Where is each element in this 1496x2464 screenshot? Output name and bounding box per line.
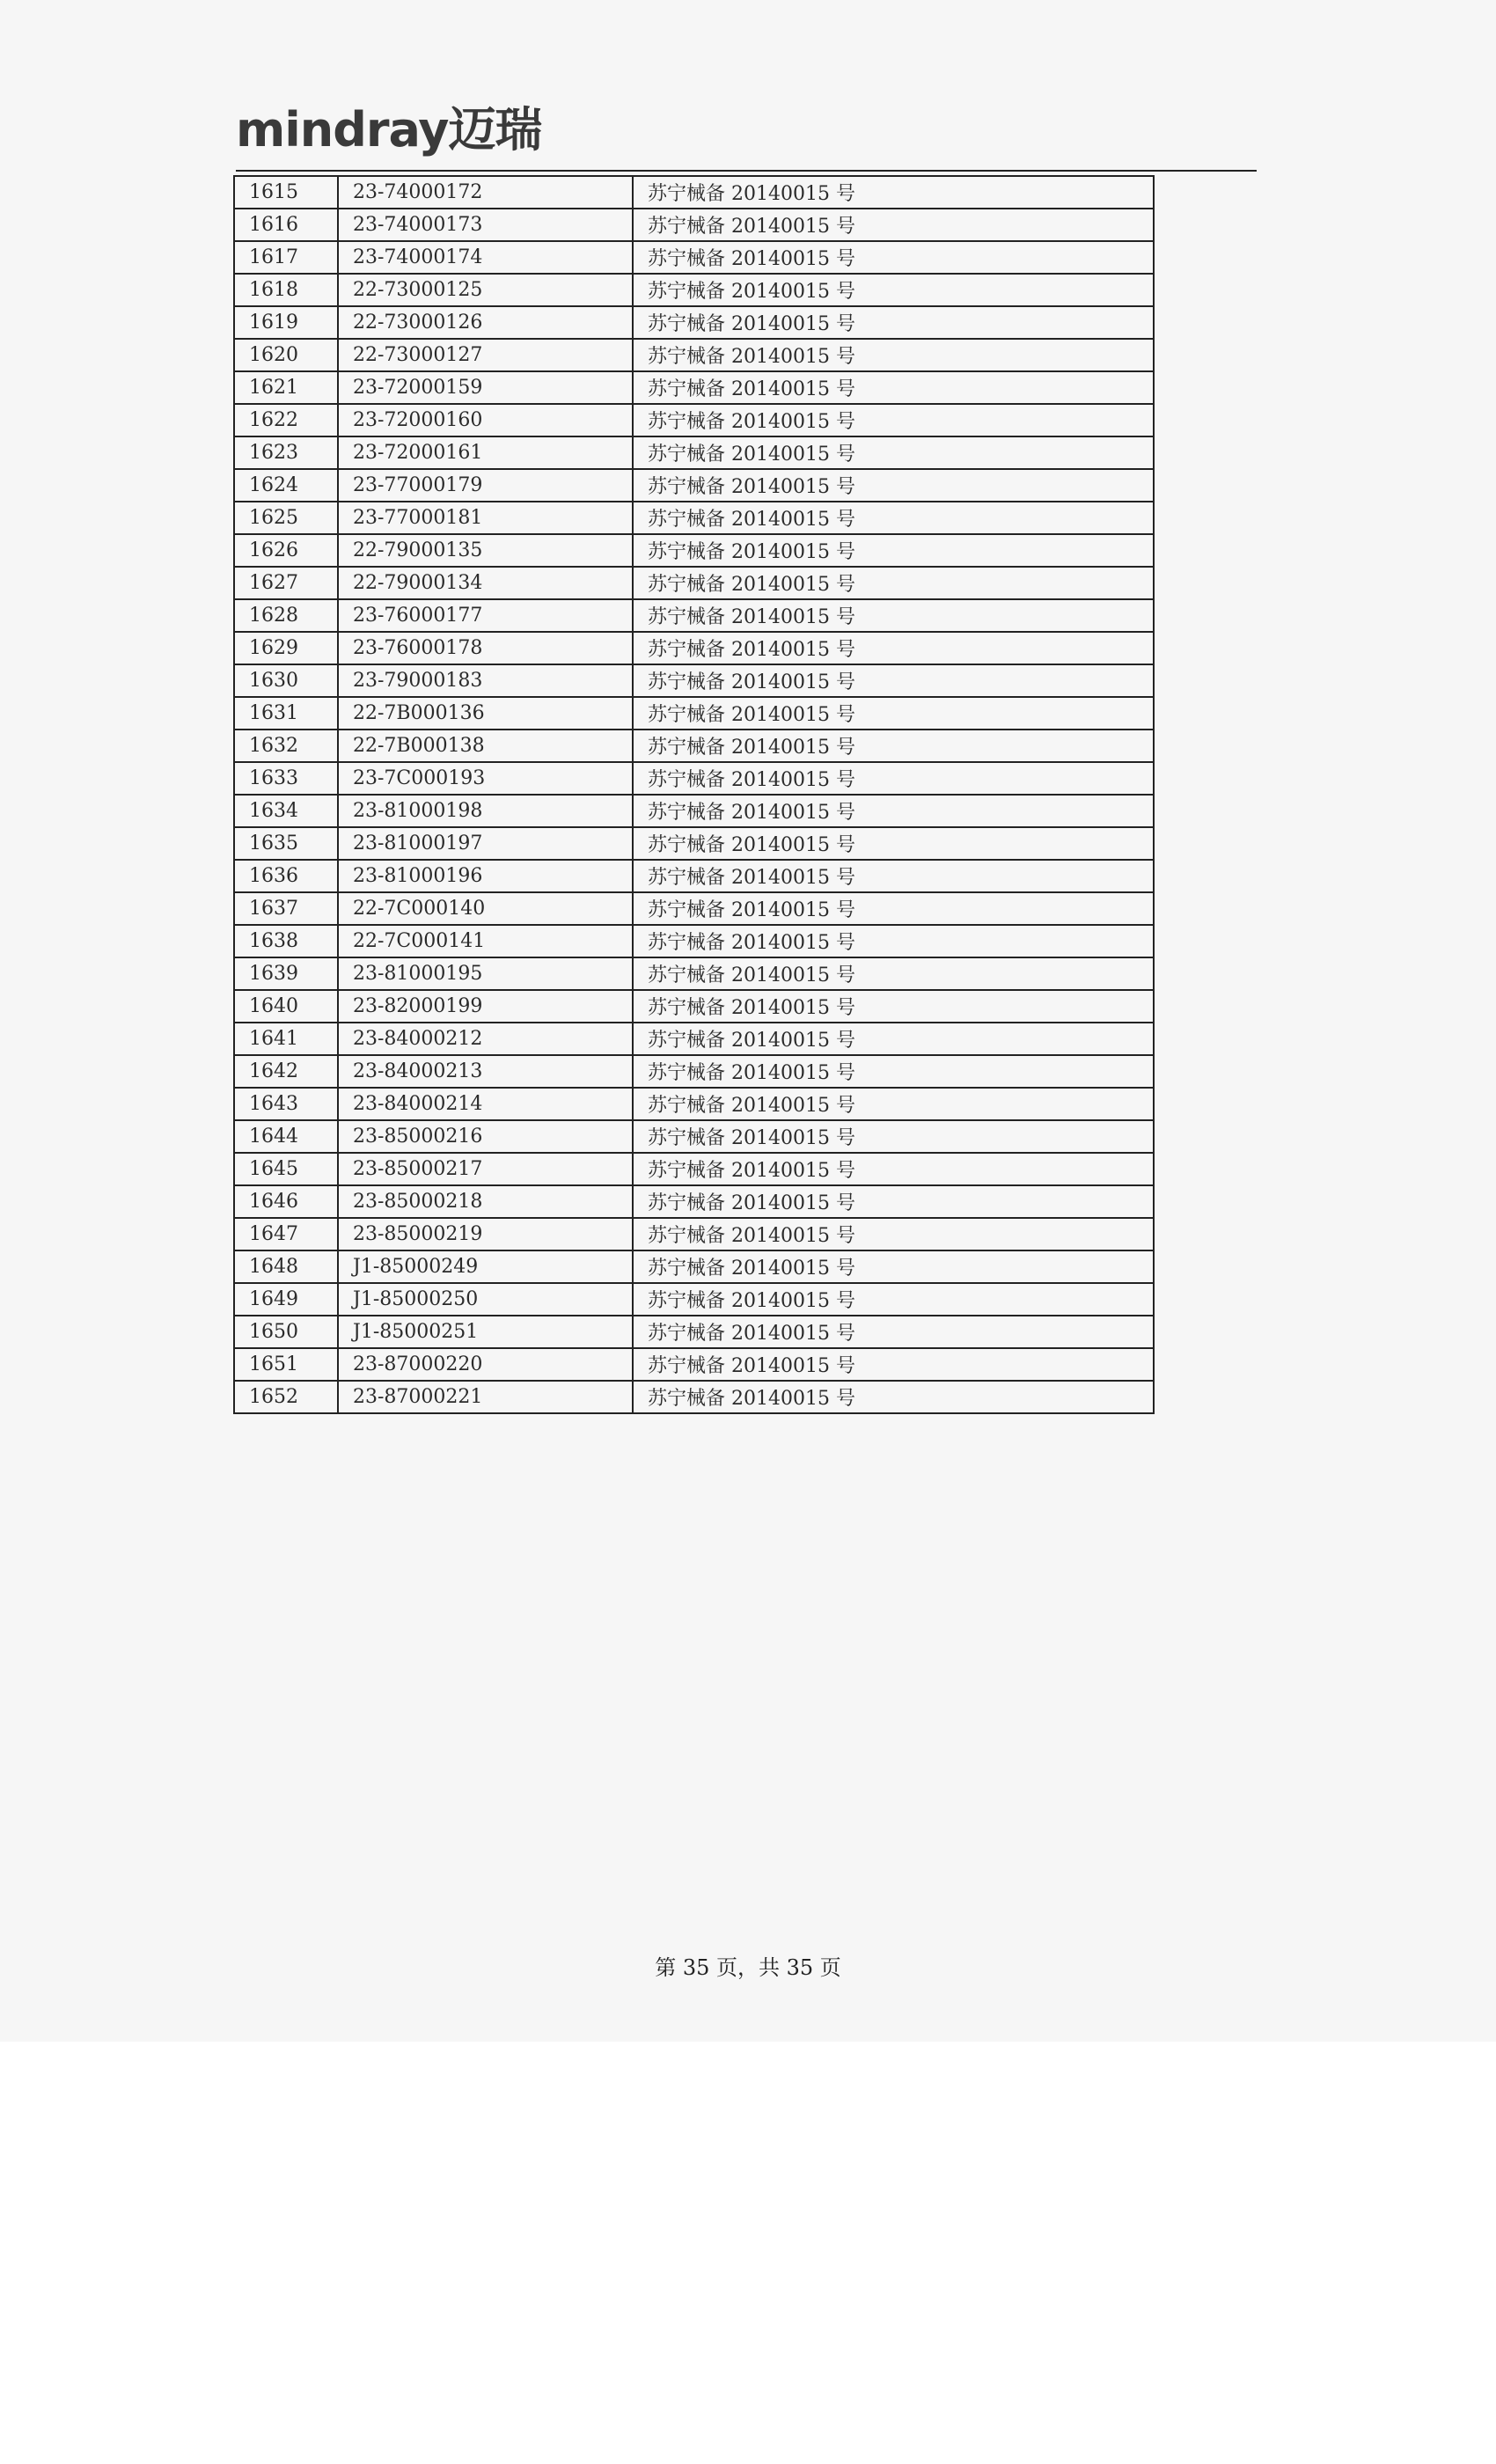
table-row [234, 892, 1154, 925]
table-body [234, 176, 1154, 1413]
row-number-cell: 1647 [234, 1218, 338, 1250]
serial-number-cell: 22-73000126 [338, 306, 633, 339]
row-number-cell: 1649 [234, 1283, 338, 1316]
registration-cell: 苏宁械备 20140015 号 [633, 860, 1154, 892]
serial-number-cell: 23-81000196 [338, 860, 633, 892]
serial-number-cell: 23-74000174 [338, 241, 633, 274]
serial-number-cell: 23-85000219 [338, 1218, 633, 1250]
table-row [234, 371, 1154, 404]
registration-cell: 苏宁械备 20140015 号 [633, 534, 1154, 567]
row-number-cell: 1638 [234, 925, 338, 957]
registration-cell: 苏宁械备 20140015 号 [633, 1120, 1154, 1153]
serial-number-cell: J1-85000250 [338, 1283, 633, 1316]
row-number-cell: 1621 [234, 371, 338, 404]
table-row [234, 827, 1154, 860]
serial-number-cell: 23-77000181 [338, 502, 633, 534]
table-row [234, 1218, 1154, 1250]
registration-cell: 苏宁械备 20140015 号 [633, 697, 1154, 730]
table-row [234, 534, 1154, 567]
serial-number-cell: J1-85000249 [338, 1250, 633, 1283]
serial-number-cell: 22-7B000138 [338, 730, 633, 762]
registration-cell: 苏宁械备 20140015 号 [633, 1218, 1154, 1250]
row-number-cell: 1635 [234, 827, 338, 860]
table-row [234, 1120, 1154, 1153]
table-row [234, 1283, 1154, 1316]
serial-number-cell: 23-84000213 [338, 1055, 633, 1088]
registration-cell: 苏宁械备 20140015 号 [633, 404, 1154, 436]
registration-cell: 苏宁械备 20140015 号 [633, 436, 1154, 469]
row-number-cell: 1648 [234, 1250, 338, 1283]
row-number-cell: 1628 [234, 599, 338, 632]
row-number-cell: 1641 [234, 1023, 338, 1055]
table-row [234, 1153, 1154, 1185]
registration-cell: 苏宁械备 20140015 号 [633, 892, 1154, 925]
registration-cell: 苏宁械备 20140015 号 [633, 306, 1154, 339]
serial-number-cell: 22-73000125 [338, 274, 633, 306]
row-number-cell: 1627 [234, 567, 338, 599]
registration-cell: 苏宁械备 20140015 号 [633, 827, 1154, 860]
registration-cell: 苏宁械备 20140015 号 [633, 1023, 1154, 1055]
row-number-cell: 1618 [234, 274, 338, 306]
row-number-cell: 1631 [234, 697, 338, 730]
row-number-cell: 1625 [234, 502, 338, 534]
row-number-cell: 1643 [234, 1088, 338, 1120]
registration-cell: 苏宁械备 20140015 号 [633, 762, 1154, 795]
registration-cell: 苏宁械备 20140015 号 [633, 274, 1154, 306]
page-number: 第 35 页，共 35 页 [655, 1955, 841, 1980]
row-number-cell: 1650 [234, 1316, 338, 1348]
row-number-cell: 1639 [234, 957, 338, 990]
serial-number-cell: 23-76000178 [338, 632, 633, 664]
serial-number-cell: 23-7C000193 [338, 762, 633, 795]
row-number-cell: 1615 [234, 176, 338, 209]
serial-number-cell: 23-81000195 [338, 957, 633, 990]
table-row [234, 632, 1154, 664]
row-number-cell: 1626 [234, 534, 338, 567]
serial-number-cell: 23-82000199 [338, 990, 633, 1023]
registration-cell: 苏宁械备 20140015 号 [633, 502, 1154, 534]
registration-cell: 苏宁械备 20140015 号 [633, 371, 1154, 404]
table-row [234, 1088, 1154, 1120]
serial-number-cell: 22-7C000141 [338, 925, 633, 957]
table-row [234, 599, 1154, 632]
row-number-cell: 1642 [234, 1055, 338, 1088]
registration-cell: 苏宁械备 20140015 号 [633, 957, 1154, 990]
serial-number-cell: 23-85000218 [338, 1185, 633, 1218]
serial-number-cell: 23-87000220 [338, 1348, 633, 1381]
serial-number-cell: 23-84000214 [338, 1088, 633, 1120]
table-row [234, 339, 1154, 371]
row-number-cell: 1629 [234, 632, 338, 664]
registration-cell: 苏宁械备 20140015 号 [633, 599, 1154, 632]
table-row [234, 795, 1154, 827]
registration-cell: 苏宁械备 20140015 号 [633, 990, 1154, 1023]
serial-number-cell: 23-85000216 [338, 1120, 633, 1153]
table-row [234, 1381, 1154, 1413]
serial-number-cell: 22-79000135 [338, 534, 633, 567]
table-row [234, 1023, 1154, 1055]
mindray-logo: mindray迈瑞 [236, 102, 542, 158]
row-number-cell: 1622 [234, 404, 338, 436]
serial-number-cell: 23-85000217 [338, 1153, 633, 1185]
row-number-cell: 1644 [234, 1120, 338, 1153]
registration-cell: 苏宁械备 20140015 号 [633, 176, 1154, 209]
serial-number-cell: 23-81000197 [338, 827, 633, 860]
registration-cell: 苏宁械备 20140015 号 [633, 730, 1154, 762]
table-row [234, 1055, 1154, 1088]
table-row [234, 957, 1154, 990]
table-row [234, 567, 1154, 599]
table-row [234, 241, 1154, 274]
row-number-cell: 1633 [234, 762, 338, 795]
row-number-cell: 1616 [234, 209, 338, 241]
table-row [234, 860, 1154, 892]
registration-cell: 苏宁械备 20140015 号 [633, 1055, 1154, 1088]
row-number-cell: 1645 [234, 1153, 338, 1185]
registration-cell: 苏宁械备 20140015 号 [633, 795, 1154, 827]
table-row [234, 436, 1154, 469]
table-row [234, 730, 1154, 762]
serial-number-cell: 23-72000159 [338, 371, 633, 404]
table-row [234, 306, 1154, 339]
serial-number-cell: 23-79000183 [338, 664, 633, 697]
header [236, 95, 541, 165]
table-row [234, 925, 1154, 957]
registration-cell: 苏宁械备 20140015 号 [633, 925, 1154, 957]
serial-number-cell: 23-72000161 [338, 436, 633, 469]
table-row [234, 697, 1154, 730]
registration-cell: 苏宁械备 20140015 号 [633, 1088, 1154, 1120]
registration-cell: 苏宁械备 20140015 号 [633, 1381, 1154, 1413]
registration-cell: 苏宁械备 20140015 号 [633, 1185, 1154, 1218]
table-row [234, 176, 1154, 209]
row-number-cell: 1624 [234, 469, 338, 502]
row-number-cell: 1646 [234, 1185, 338, 1218]
header-rule [236, 170, 1257, 172]
row-number-cell: 1623 [234, 436, 338, 469]
table-row [234, 664, 1154, 697]
serial-number-cell: 22-73000127 [338, 339, 633, 371]
table-row [234, 1185, 1154, 1218]
row-number-cell: 1637 [234, 892, 338, 925]
serial-number-cell: 23-74000173 [338, 209, 633, 241]
table-row [234, 1250, 1154, 1283]
serial-number-cell: 22-7C000140 [338, 892, 633, 925]
registration-cell: 苏宁械备 20140015 号 [633, 339, 1154, 371]
serial-number-cell: 23-87000221 [338, 1381, 633, 1413]
row-number-cell: 1619 [234, 306, 338, 339]
serial-number-cell: 23-76000177 [338, 599, 633, 632]
registration-cell: 苏宁械备 20140015 号 [633, 664, 1154, 697]
row-number-cell: 1634 [234, 795, 338, 827]
registration-table [233, 175, 1155, 1414]
registration-cell: 苏宁械备 20140015 号 [633, 1316, 1154, 1348]
serial-number-cell: 22-7B000136 [338, 697, 633, 730]
serial-number-cell: 23-81000198 [338, 795, 633, 827]
registration-cell: 苏宁械备 20140015 号 [633, 1348, 1154, 1381]
row-number-cell: 1651 [234, 1348, 338, 1381]
table-row [234, 502, 1154, 534]
table-row [234, 990, 1154, 1023]
table-row [234, 1348, 1154, 1381]
table-row [234, 469, 1154, 502]
registration-cell: 苏宁械备 20140015 号 [633, 632, 1154, 664]
row-number-cell: 1652 [234, 1381, 338, 1413]
serial-number-cell: 23-72000160 [338, 404, 633, 436]
registration-cell: 苏宁械备 20140015 号 [633, 1153, 1154, 1185]
registration-cell: 苏宁械备 20140015 号 [633, 469, 1154, 502]
serial-number-cell: 23-84000212 [338, 1023, 633, 1055]
row-number-cell: 1620 [234, 339, 338, 371]
table-row [234, 404, 1154, 436]
registration-cell: 苏宁械备 20140015 号 [633, 1250, 1154, 1283]
serial-number-cell: 22-79000134 [338, 567, 633, 599]
table-row [234, 274, 1154, 306]
table-row [234, 1316, 1154, 1348]
registration-cell: 苏宁械备 20140015 号 [633, 567, 1154, 599]
row-number-cell: 1632 [234, 730, 338, 762]
table-row [234, 209, 1154, 241]
serial-number-cell: 23-77000179 [338, 469, 633, 502]
registration-cell: 苏宁械备 20140015 号 [633, 241, 1154, 274]
row-number-cell: 1636 [234, 860, 338, 892]
row-number-cell: 1640 [234, 990, 338, 1023]
serial-number-cell: 23-74000172 [338, 176, 633, 209]
row-number-cell: 1630 [234, 664, 338, 697]
serial-number-cell: J1-85000251 [338, 1316, 633, 1348]
row-number-cell: 1617 [234, 241, 338, 274]
table-row [234, 762, 1154, 795]
registration-cell: 苏宁械备 20140015 号 [633, 209, 1154, 241]
registration-cell: 苏宁械备 20140015 号 [633, 1283, 1154, 1316]
